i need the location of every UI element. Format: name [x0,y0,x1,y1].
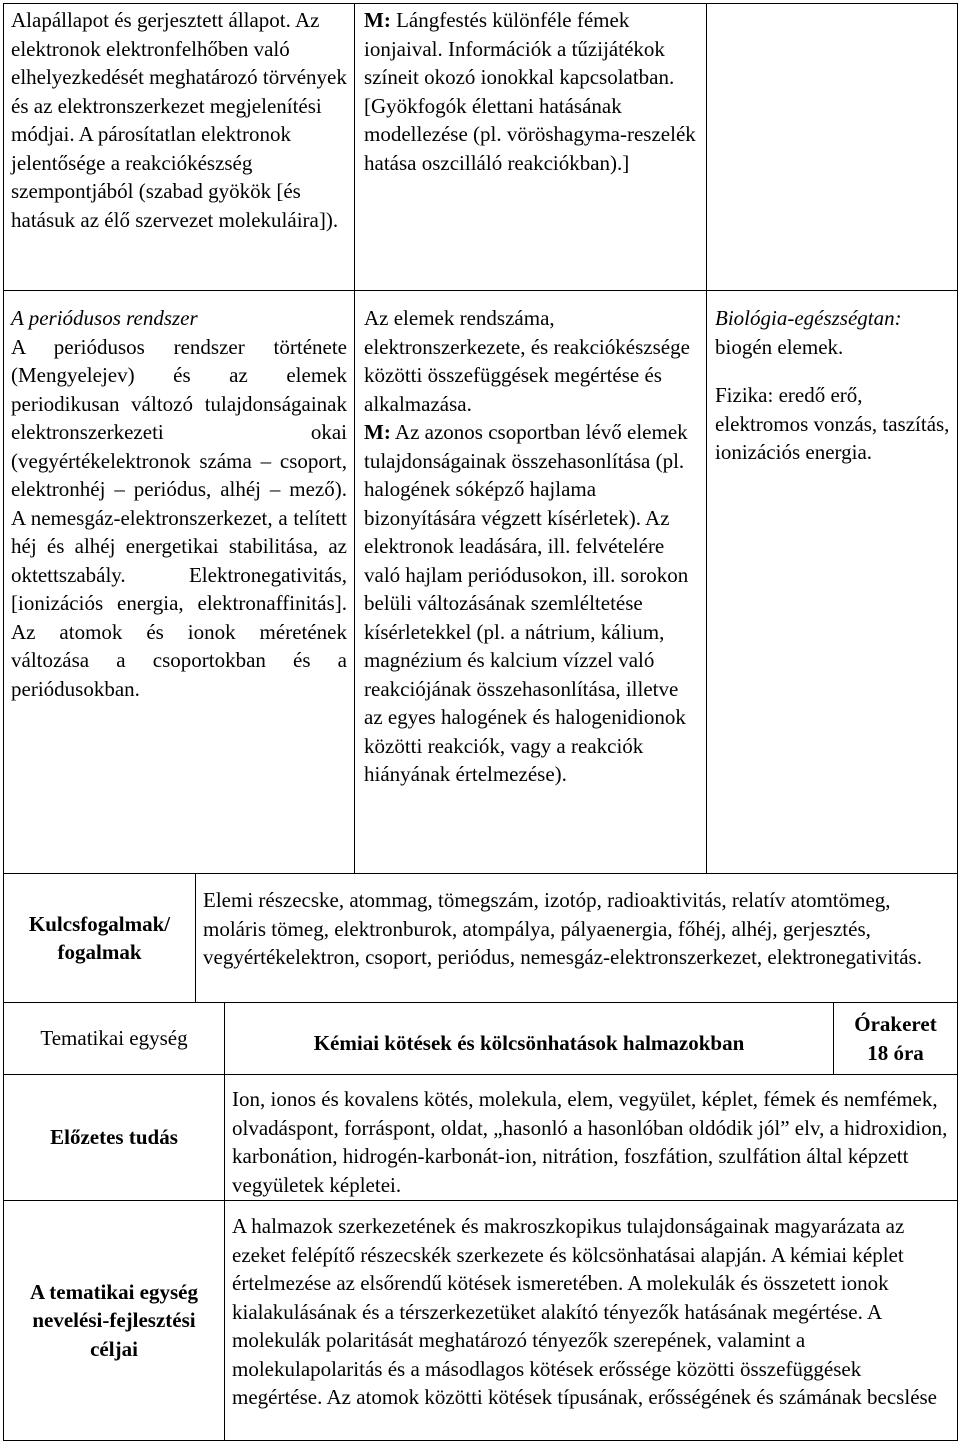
key-concepts-cell [203,874,951,972]
block1-content-text: Alapállapot és gerjesztett állapot. Az elektronok elektronfelhőben való elhelyezkedését meghatározó törvények és az elektronszerkezet megjelenítési módjai. A párosítatlan elektronok jelentősége a reakciókészség szempontjából (szabad gyökök [és hatásuk az élő szervezet molekuláira]). [11,8,347,232]
goals-label: A tematikai egység nevelési-fejlesztési céljai [30,1279,198,1361]
unit-title: Kémiai kötések és kölcsönhatások halmazokban [313,1030,745,1055]
section-heading-periodic-table: A periódusos rendszer [11,306,198,330]
unit-label-cell [4,1003,224,1074]
block2-content-text: A periódusos rendszer története (Mengyelejev) és az elemek periodikusan változó tulajdonságainak elektronszerkezeti okai (vegyértékelektronok száma – csoport, elektronhéj – periódus, alhéj – mező). A nemesgáz-elektronszerkezet, a telített héj és alhéj energetikai stabilitása, az oktettszabály. Elektronegativitás, [ionizációs energia, elektronaffinitás]. Az atomok és ionok méretének változása a csoportokban és a periódusokban. [11,334,347,701]
rule [195,873,196,1003]
prior-knowledge-text: Ion, ionos és kovalens kötés, molekula, elem, vegyület, képlet, fémek és nemfémek, olvadáspont, forráspont, oldat, „hasonló a hasonlóban oldódik jól” elv, a hidroxidion, karbonátion, hidrogén-karbonát-ion, nitrátion, foszfátion, szulfátion által képzett vegyületek képletei. [232,1087,948,1197]
activity-prefix: M: [364,420,391,444]
prior-knowledge-cell [232,1085,950,1199]
rule [706,3,707,874]
goals-cell [232,1212,948,1412]
block2-activities-body: Az azonos csoportban lévő elemek tulajdonságainak összehasonlítása (pl. halogének sóképző hajlama bizonyítására végzett kísérletek). Az elektronok leadására, ill. felvételére való hajlam periódusokon, ill. sorokon belüli változásának szemléltetése kísérletekkel (pl. a nátrium, kálium, magnézium és kalcium vízzel való reakciójának összehasonlítása, illetve az egyes halogének és halogenidionok közötti reakciók, vagy a reakciók hiányának értelmezése). [364,420,689,786]
block2-content-cell [11,304,347,703]
link-biology [715,304,951,361]
unit-title-cell [225,1003,833,1083]
block2-links-cell [715,304,951,467]
link-physics: Fizika: eredő erő, elektromos vonzás, taszítás, ionizációs energia. [715,383,950,464]
rule [3,3,957,4]
block2-activities-intro: Az elemek rendszáma, elektronszerkezete, és reakciókészsége közötti összefüggések megértése és alkalmazása. [364,306,690,416]
block1-activities-text [364,6,699,177]
block1-activities-body: Lángfestés különféle fémek ionjaival. Információk a tűzijátékok színeit okozó ionokkal kapcsolatban. [Gyökfogók élettani hatásának modellezése (pl. vöröshagyma-reszelék hatása oszcilláló reakciókban).] [364,8,696,175]
prior-knowledge-label-cell [4,1075,224,1200]
rule [354,3,355,874]
rule [3,1440,957,1441]
key-concepts-label-cell [4,874,195,1002]
goals-text: A halmazok szerkezetének és makroszkopikus tulajdonságainak magyarázata az ezeket felépítő részecskék szerkezete és kölcsönhatásai alapján. A kémiai képlet értelmezése az elsőrendű kötések ismeretében. A molekulák és összetett ionok kialakulásának és a térszerkezetüket alakító tényezők hatásának megértése. A molekulák polaritását meghatározó tényezők szerepének, valamint a molekulapolaritás és a másodlagos kötések erőssége közötti összefüggések megértése. Az atomok közötti kötések típusának, erősségének és számának becslése [232,1214,938,1409]
prior-knowledge-label: Előzetes tudás [50,1125,178,1150]
link-biology-text: biogén elemek. [715,334,844,359]
block1-activities-cell [364,6,699,177]
unit-label: Tematikai egység [40,1026,188,1051]
link-biology-label: Biológia-egészségtan: [715,306,902,330]
activity-prefix: M: [364,8,391,32]
hours-cell [834,1003,957,1074]
key-concepts-label: Kulcsfogalmak/ fogalmak [28,911,171,964]
hours-value: 18 óra [867,1040,924,1065]
block1-content-cell [11,6,347,234]
goals-label-cell [4,1201,224,1440]
hours-label: Órakeret [854,1012,937,1036]
rule [3,290,957,291]
key-concepts-text: Elemi részecske, atommag, tömegszám, izotóp, radioaktivitás, relatív atomtömeg, moláris tömeg, elektronburok, atompálya, pályaenergia, főhéj, alhéj, gerjesztés, vegyértékelektron, csoport, periódus, nemesgáz-elektronszerkezet, elektronegativitás. [203,888,922,969]
block2-activities-cell [364,304,699,789]
block2-activities-text [364,418,699,789]
rule [957,3,958,1441]
